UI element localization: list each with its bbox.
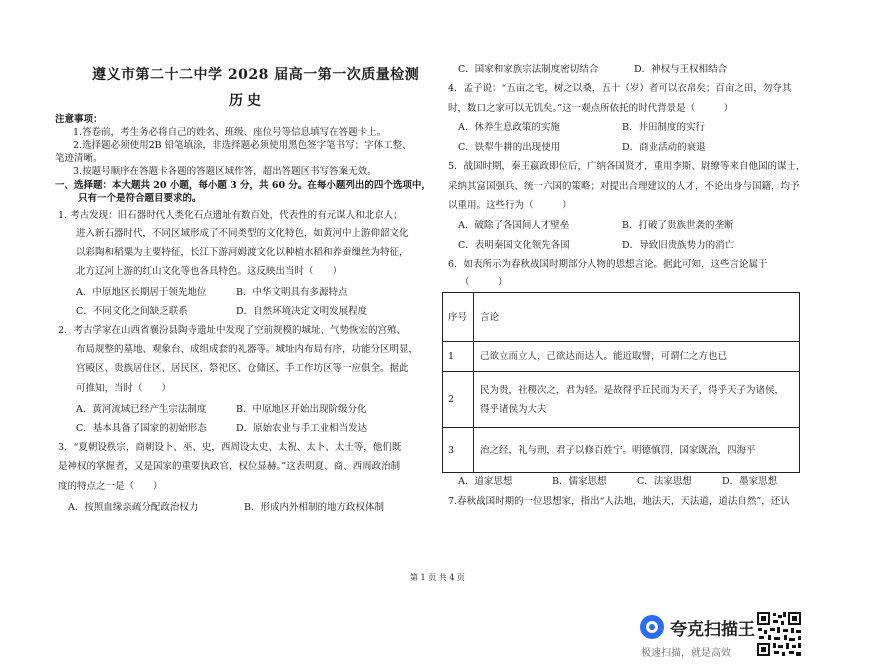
exam-title: 遵义市第二十二中学 2028 届高一第一次质量检测 [92, 67, 420, 83]
question-1-option-d: D．自然环境决定文明发展程度 [236, 306, 368, 317]
question-5-option-b: B．打破了贵族世袭的垄断 [622, 220, 734, 231]
table-row [443, 371, 799, 427]
question-5-text: 以重用。这些行为（ ） [448, 200, 572, 211]
question-1-text: 1. 考古发现：旧石器时代人类化石点遗址有数百处，代表性的有元谋人和北京人； [58, 210, 403, 221]
question-4-option-c: C．铁犁牛耕的出现使用 [458, 142, 561, 153]
question-4-option-a: A．休养生息政策的实施 [458, 122, 560, 133]
question-3-option-a: A．按照血缘亲疏分配政治权力 [68, 502, 199, 513]
note-item: 1.答卷前，考生务必将自己的姓名、班级、座位号等信息填写在答题卡上。 [73, 127, 387, 138]
question-1-option-a: A．中原地区长期居于领先地位 [76, 287, 207, 298]
question-1-option-c: C．不同文化之间缺乏联系 [76, 306, 188, 317]
question-6-text: （ ） [460, 277, 508, 288]
question-6-option-c: C．法家思想 [637, 476, 692, 487]
question-5-text: 采纳其富国强兵、统一六国的策略；对提出合理建议的人才，不论出身与国籍，均予 [448, 181, 800, 192]
section-instruction: 一、选择题：本大题共 20 小题，每小题 3 分，共 60 分。在每小题列出的四个选项中， [55, 180, 431, 191]
table-cell: 民为贵，社稷次之，君为轻。是故得乎丘民而为天子，得乎天子为诸侯，得乎诸侯为大夫 [480, 384, 785, 415]
question-3-option-c: C．国家和家族宗法制度密切结合 [458, 64, 599, 75]
question-2-text: 2．考古学家在山西省襄汾县陶寺遗址中发现了空前规模的城址、气势恢宏的宫殖、 [58, 325, 407, 336]
table-header-cell: 序号 [443, 293, 474, 341]
question-3-text: 3．“夏朝设秩宗，商朝设卜、巫、史，西周设太史、太祝、太卜、太士等，他们既 [58, 442, 402, 453]
note-item: 3.按题号顺序在答题卡各题的答题区域作答，超出答题区书写答案无效。 [73, 166, 377, 177]
question-5-option-c: C．表明秦国文化领先各国 [458, 240, 570, 251]
question-4-option-b: B．井田制度的实行 [622, 122, 705, 133]
question-6-option-b: B．儒家思想 [552, 476, 607, 487]
notes-heading: 注意事项： [55, 114, 103, 125]
table-row [443, 427, 799, 472]
question-3-option-b: B．形成内外相制的地方政权体制 [244, 502, 384, 513]
table-row [443, 341, 799, 371]
note-item: 2.选择题必须使用2B 铅笔填涂，非选择题必须使用黑色签字笔书写；字体工整、 [73, 140, 412, 151]
question-3-text: 是神权的掌握者，又是国家的重要执政官，权位显赫。”这表明夏、商、西周政治制 [58, 461, 401, 472]
page-number: 第 1 页 共 4 页 [410, 573, 465, 582]
question-1-text: 进入新石器时代，不同区域形成了不同类型的文化特色，如黄河中上游仰韶文化 [76, 228, 409, 239]
question-2-option-d: D．原始农业与手工业相当发达 [236, 423, 368, 434]
table-cell: 2 [443, 372, 474, 427]
question-4-text: 时，数口之家可以无饥矣。”这一观点所依托的时代背景是（ ） [448, 103, 734, 114]
table-cell: 3 [443, 428, 474, 472]
question-6-text: 6．如表所示为春秋战国时期部分人物的思想言论。据此可知，这些言论属于 [448, 259, 768, 270]
question-1-text: 以彩陶和稻粟为主要特征，长江下游河姆渡文化以种植水稻和养蚕缫丝为特征， [76, 247, 409, 258]
question-2-option-a: A．黄河流域已经产生宗法制度 [76, 404, 207, 415]
scanner-logo-icon [640, 615, 664, 639]
question-1-text: 北方辽河上游的红山文化等也各具特色。这反映出当时（ ） [76, 266, 343, 277]
question-2-option-b: B．中原地区开始出现阶级分化 [236, 404, 367, 415]
question-5-option-d: D．导致旧贵族势力的消亡 [622, 240, 735, 251]
table-header-row [443, 293, 799, 341]
question-5-text: 5．战国时期，秦王嬴政即位后，广纳各国贤才，重用李斯、尉缭等来自他国的谋士， [448, 161, 806, 172]
question-4-option-d: D．商业活动的衰退 [622, 142, 706, 153]
question-2-text: 布局规整的墓地、观象台、成组成套的礼器等。城址内布局有序，功能分区明显， [76, 344, 419, 355]
table-cell: 己欲立而立人，己欲达而达人。能近取譬，可谓仁之方也已 [480, 351, 728, 362]
question-4-text: 4．孟子说：“五亩之宅，树之以桑，五十（岁）者可以衣帛矣；百亩之田，勿夺其 [448, 83, 792, 94]
question-2-option-c: C．基本具备了国家的初始形态 [76, 423, 207, 434]
question-6-option-d: D．墨家思想 [722, 476, 778, 487]
question-7-text: 7.春秋战国时期的一位思想家，指出“人法地，地法天，天法道，道法自然”，还认 [448, 496, 790, 507]
table-header-cell: 言论 [480, 311, 500, 323]
table-cell: 1 [443, 342, 474, 371]
qr-code-icon [756, 611, 802, 657]
question-3-text: 度的特点之一是（ ） [58, 481, 163, 492]
question-1-option-b: B．中华文明具有多源特点 [236, 287, 348, 298]
question-2-text: 宫殿区、贵族居住区、居民区、祭祀区、仓储区、手工作坊区等一应俱全。据此 [76, 363, 409, 374]
question-5-option-a: A．破除了各国间人才壁垒 [458, 220, 570, 231]
question-3-option-d: D．神权与王权相结合 [634, 64, 728, 75]
subject-title: 历史 [229, 93, 265, 109]
note-item: 笔迹清晰。 [55, 153, 103, 164]
scanner-brand-name: 夸克扫描王 [670, 620, 755, 640]
question-6-option-a: A．道家思想 [458, 476, 513, 487]
question-2-text: 可推知，当时（ ） [76, 383, 172, 394]
scanner-slogan: 极速扫描，就是高效 [641, 648, 731, 659]
table-cell: 治之经，礼与刑，君子以修百姓宁。明德慎罚，国家既治，四海平 [480, 444, 756, 456]
quotes-table [442, 292, 800, 473]
section-instruction: 只有一个是符合题目要求的。 [78, 193, 202, 204]
